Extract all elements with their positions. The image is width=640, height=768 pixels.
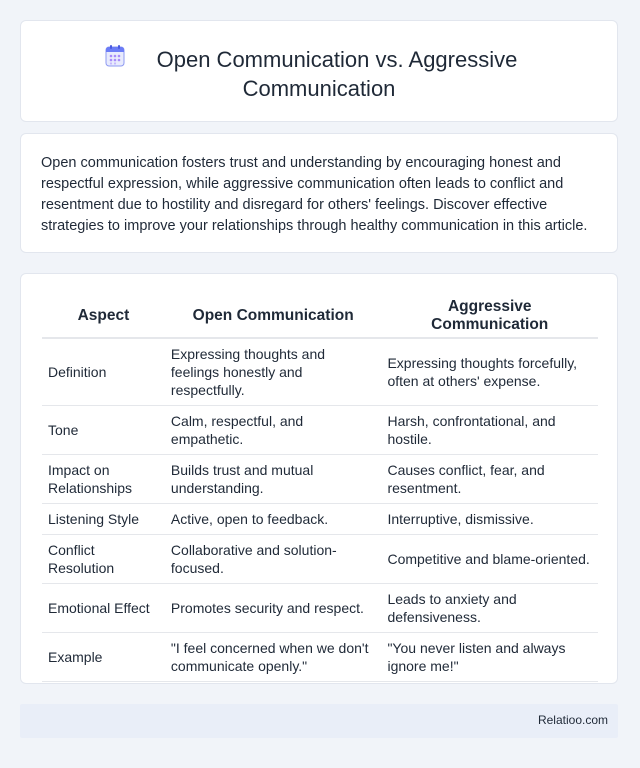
table-row xyxy=(42,584,598,633)
aggressive-cell: Interruptive, dismissive. xyxy=(381,504,598,535)
footer-bar xyxy=(20,704,618,738)
open-cell: Calm, respectful, and empathetic. xyxy=(165,406,382,455)
open-cell: "I feel concerned when we don't communicate openly." xyxy=(165,633,382,682)
open-cell: Promotes security and respect. xyxy=(165,584,382,633)
aspect-cell: Example xyxy=(42,633,165,682)
comparison-card xyxy=(20,273,618,684)
table-row xyxy=(42,633,598,682)
open-cell: Active, open to feedback. xyxy=(165,504,382,535)
footer-brand[interactable]: Relatioo.com xyxy=(537,713,608,727)
header-aggressive-communication: Aggressive Communication xyxy=(381,291,598,338)
table-row xyxy=(42,455,598,504)
comparison-table xyxy=(42,291,598,682)
table-header-row xyxy=(42,291,598,338)
page-title-line-1: Open Communication vs. Aggressive xyxy=(156,47,518,72)
aspect-cell: Conflict Resolution xyxy=(42,535,165,584)
table-row xyxy=(42,504,598,535)
aggressive-cell: Harsh, confrontational, and hostile. xyxy=(381,406,598,455)
aspect-cell: Listening Style xyxy=(42,504,165,535)
header-aspect: Aspect xyxy=(42,291,165,338)
open-cell: Expressing thoughts and feelings honestly and respectfully. xyxy=(165,338,382,406)
header-open-communication: Open Communication xyxy=(165,291,382,338)
table-row xyxy=(42,338,598,406)
open-cell: Builds trust and mutual understanding. xyxy=(165,455,382,504)
intro-card xyxy=(20,133,618,253)
aggressive-cell: Expressing thoughts forcefully, often at others' expense. xyxy=(381,338,598,406)
table-row xyxy=(42,535,598,584)
page-title-line-2: Communication xyxy=(242,76,396,101)
title-card xyxy=(20,20,618,122)
aggressive-cell: "You never listen and always ignore me!" xyxy=(381,633,598,682)
aspect-cell: Impact on Relationships xyxy=(42,455,165,504)
table-row xyxy=(42,406,598,455)
aggressive-cell: Competitive and blame-oriented. xyxy=(381,535,598,584)
aspect-cell: Definition xyxy=(42,338,165,406)
open-cell: Collaborative and solution-focused. xyxy=(165,535,382,584)
aspect-cell: Emotional Effect xyxy=(42,584,165,633)
aggressive-cell: Leads to anxiety and defensiveness. xyxy=(381,584,598,633)
aspect-cell: Tone xyxy=(42,406,165,455)
page-title xyxy=(21,45,617,103)
intro-paragraph: Open communication fosters trust and understanding by encouraging honest and respectful expression, while aggressive communication often leads to conflict and resentment due to hostility and disregard for others' feelings. Discover effective strategies to improve your relationships through healthy communication in this article. xyxy=(41,155,588,234)
aggressive-cell: Causes conflict, fear, and resentment. xyxy=(381,455,598,504)
